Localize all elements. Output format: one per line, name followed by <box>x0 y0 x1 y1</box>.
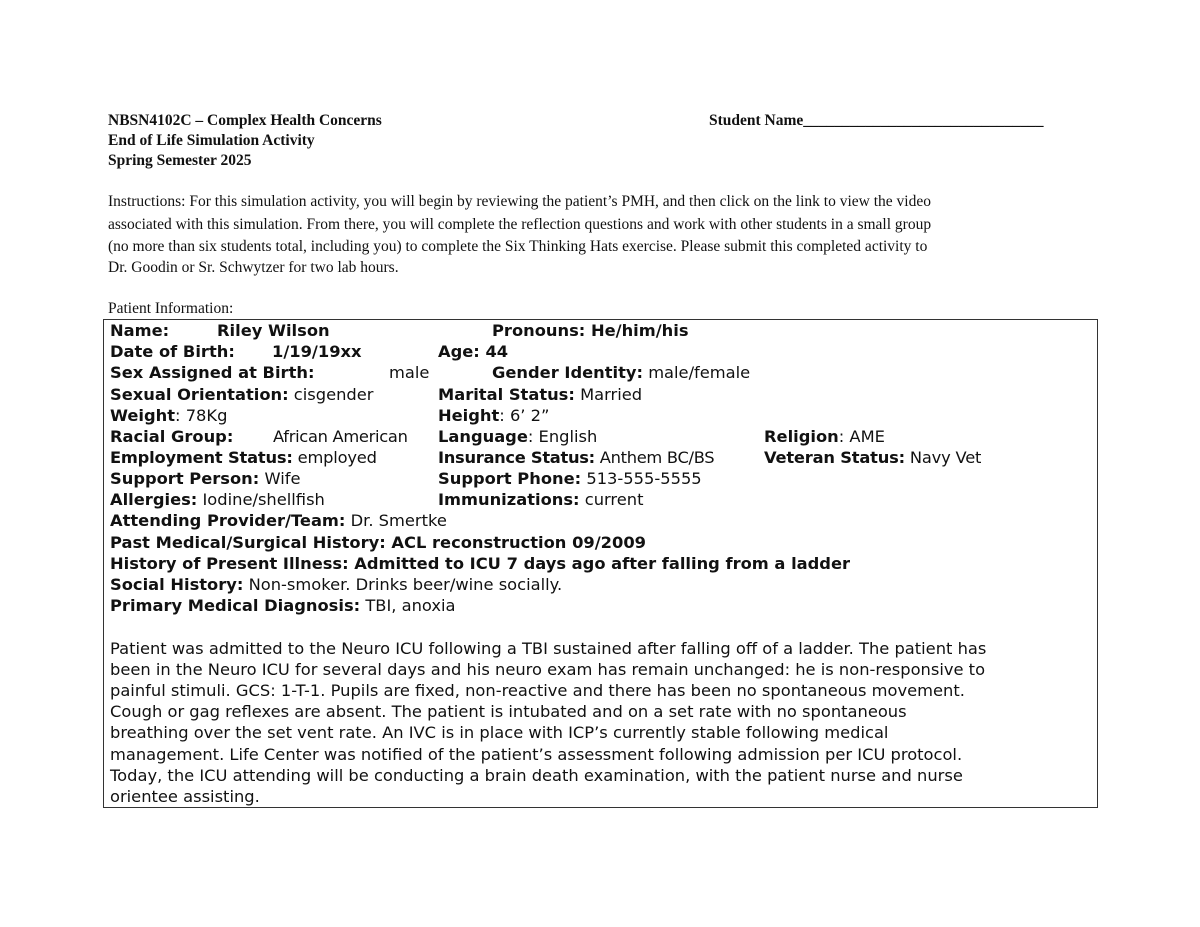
allergies-field <box>110 489 325 510</box>
narrative-line: Cough or gag reflexes are absent. The patient is intubated and on a set rate with no spontaneous <box>110 702 907 721</box>
employment-value: employed <box>292 448 377 467</box>
name-label: Name: <box>110 321 170 340</box>
narrative-line: Today, the ICU attending will be conducting a brain death examination, with the patient nurse and nurse <box>110 766 963 785</box>
diagnosis-field <box>110 595 456 616</box>
weight-field <box>110 405 227 426</box>
student-name-blank: _______________________________ <box>803 112 1044 129</box>
insurance-field <box>438 447 714 468</box>
social-value: Non-smoker. Drinks beer/wine socially. <box>243 575 563 594</box>
support-person-value: Wife <box>259 469 301 488</box>
sex-value: male <box>389 363 430 382</box>
height-value: : 6’ 2” <box>499 406 550 425</box>
attending-value: Dr. Smertke <box>345 511 447 530</box>
marital-value: Married <box>574 385 643 404</box>
language-value: : English <box>527 427 598 446</box>
allergies-label: Allergies: <box>110 490 198 509</box>
gender-value: male/female <box>643 363 751 382</box>
immunizations-label: Immunizations: <box>438 490 580 509</box>
gender-label: Gender Identity: <box>492 363 644 382</box>
narrative-line: orientee assisting. <box>110 787 260 806</box>
narrative-line: management. Life Center was notified of the patient’s assessment following admission per ICU protocol. <box>110 745 963 764</box>
dob-value: 1/19/19xx <box>272 342 362 361</box>
height-label: Height <box>438 406 500 425</box>
semester: Spring Semester 2025 <box>108 152 252 169</box>
support-phone-field <box>438 468 702 489</box>
social-field <box>110 574 562 595</box>
instructions-line: associated with this simulation. From there, you will complete the reflection questions and work with other students in a small group <box>108 216 932 233</box>
orientation-label: Sexual Orientation: <box>110 385 289 404</box>
activity-title: End of Life Simulation Activity <box>108 132 315 149</box>
religion-field <box>764 426 885 447</box>
support-phone-label: Support Phone: <box>438 469 582 488</box>
instructions-line: Instructions: For this simulation activity, you will begin by reviewing the patient’s PMH, and then click on the link to view the video <box>108 193 931 210</box>
support-person-field <box>110 468 300 489</box>
religion-label: Religion <box>764 427 839 446</box>
narrative-line: painful stimuli. GCS: 1-T-1. Pupils are fixed, non-reactive and there has been no spontaneous movement. <box>110 681 965 700</box>
sex-label: Sex Assigned at Birth: <box>110 363 315 382</box>
orientation-field <box>110 384 373 405</box>
veteran-value: Navy Vet <box>904 448 982 467</box>
name-value: Riley Wilson <box>217 321 330 340</box>
support-person-label: Support Person: <box>110 469 260 488</box>
weight-value: : 78Kg <box>175 406 228 425</box>
race-value: African American <box>273 427 408 446</box>
attending-field <box>110 510 447 531</box>
narrative-line: been in the Neuro ICU for several days and his neuro exam has remain unchanged: he is non-responsive to <box>110 660 986 679</box>
support-phone-value: 513-555-5555 <box>581 469 702 488</box>
attending-label: Attending Provider/Team: <box>110 511 346 530</box>
narrative-line: Patient was admitted to the Neuro ICU following a TBI sustained after falling off of a ladder. The patient has <box>110 639 987 658</box>
weight-label: Weight <box>110 406 176 425</box>
diagnosis-value: TBI, anoxia <box>360 596 456 615</box>
race-label: Racial Group: <box>110 427 234 446</box>
diagnosis-label: Primary Medical Diagnosis: <box>110 596 361 615</box>
employment-label: Employment Status: <box>110 448 293 467</box>
language-field <box>438 426 597 447</box>
patient-info-label: Patient Information: <box>108 300 234 317</box>
age: Age: 44 <box>438 342 509 361</box>
allergies-value: Iodine/shellfish <box>197 490 325 509</box>
hpi: History of Present Illness: Admitted to ICU 7 days ago after falling from a ladder <box>110 554 851 573</box>
employment-field <box>110 447 377 468</box>
insurance-label: Insurance Status: <box>438 448 595 467</box>
dob-label: Date of Birth: <box>110 342 235 361</box>
orientation-value: cisgender <box>288 385 374 404</box>
instructions-line: Dr. Goodin or Sr. Schwytzer for two lab hours. <box>108 259 399 276</box>
marital-label: Marital Status: <box>438 385 575 404</box>
gender-field <box>492 362 750 383</box>
course-title: NBSN4102C – Complex Health Concerns <box>108 112 382 129</box>
language-label: Language <box>438 427 528 446</box>
immunizations-value: current <box>579 490 644 509</box>
religion-value: : AME <box>838 427 885 446</box>
veteran-field <box>764 447 981 468</box>
insurance-value: Anthem BC/BS <box>594 448 715 467</box>
marital-field <box>438 384 642 405</box>
student-name-field[interactable] <box>709 112 1044 130</box>
pronouns: Pronouns: He/him/his <box>492 321 689 340</box>
narrative-line: breathing over the set vent rate. An IVC is in place with ICP’s currently stable following medical <box>110 723 889 742</box>
pmh: Past Medical/Surgical History: ACL reconstruction 09/2009 <box>110 533 646 552</box>
instructions-line: (no more than six students total, including you) to complete the Six Thinking Hats exercise. Please submit this completed activity to <box>108 238 928 255</box>
veteran-label: Veteran Status: <box>764 448 905 467</box>
social-label: Social History: <box>110 575 244 594</box>
immunizations-field <box>438 489 643 510</box>
height-field <box>438 405 549 426</box>
student-name-label: Student Name <box>709 112 804 129</box>
